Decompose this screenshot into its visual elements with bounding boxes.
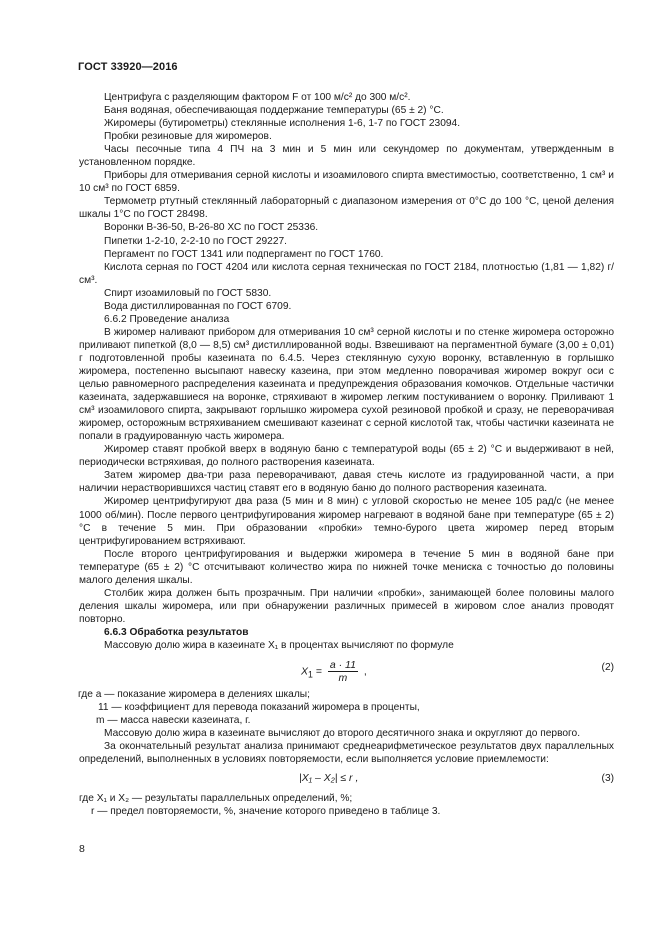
paragraph: В жиромер наливают прибором для отмеривания 10 см³ серной кислоты и по стенке жиромера осторожно приливают пипеткой (8,0 — 8,5) см³ дистиллированной воды. Взвешивают на пергаментной бумаге (3,00 ± 0,01) г подготовленной пробы казеината по 6.4.5. Через стеклянную сухую воронку, вставленную в горлышко жиромера, постепенно высыпают навеску казеина, при этом медленно поворачивая жиромер вокруг оси с целью равномерного распределения казеината и предупреждения образования комочков. Отдельные частички казеината, задержавшиеся на воронке, стряхивают в жиромер легким постукиванием о воронку. Приливают 1 см³ изоамилового спирта, закрывают горлышко жиромера сухой резиновой пробкой и сразу, не переворачивая жиромер, осторожным встряхиванием смешивают казеинат с серной кислотой так, чтобы частички казеината не попали в градуированную часть жиромера. bbox=[79, 326, 614, 443]
paragraph: Спирт изоамиловый по ГОСТ 5830. bbox=[104, 287, 272, 299]
paragraph: Столбик жира должен быть прозрачным. При наличии «пробки», занимающей более половины малого деления шкалы жиромера, или при обнаружении различных примесей в жировом слое анализ проводят повторно. bbox=[79, 587, 614, 625]
definition: 11 — коэффициент для перевода показаний жиромера в проценты, bbox=[98, 702, 420, 714]
paragraph: Баня водяная, обеспечивающая поддержание температуры (65 ± 2) °С. bbox=[104, 105, 444, 117]
paragraph: Пробки резиновые для жиромеров. bbox=[104, 131, 272, 143]
paragraph: Вода дистиллированная по ГОСТ 6709. bbox=[104, 300, 292, 312]
paragraph: Жиромеры (бутирометры) стеклянные исполнения 1-6, 1-7 по ГОСТ 23094. bbox=[104, 118, 461, 130]
paragraph: После второго центрифугирования и выдержки жиромера в течение 5 мин в водяной бане при температуре (65 ± 2) °С отсчитывают количество жира по нижней точке мениска с точностью до половины малого деления шкалы. bbox=[79, 548, 614, 586]
definition: где X₁ и X₂ — результаты параллельных определений, %; bbox=[79, 793, 353, 805]
paragraph: Жиромер центрифугируют два раза (5 мин и 8 мин) с угловой скоростью не менее 105 рад/с (не менее 1000 об/мин). После первого центрифугирования жиромер нагревают в водяной бане при температуре (65 ± 2) °С в течение 5 мин. При образовании «пробки» темно-бурого цвета жиромер перед вторым центрифугированием встряхивают. bbox=[79, 496, 614, 547]
formula-3 bbox=[79, 766, 614, 792]
fraction: $\frac{a \cdot 11}{m}$ bbox=[329, 659, 356, 685]
formula-expression: $X_1$ = $\frac{a \cdot 11}{m}$ , bbox=[301, 659, 367, 685]
definition: r — предел повторяемости, %, значение которого приведено в таблице 3. bbox=[91, 806, 441, 818]
section-title: 6.6.3 Обработка результатов bbox=[104, 626, 249, 638]
paragraph: Приборы для отмеривания серной кислоты и изоамилового спирта вместимостью, соответственно, 1 см³ и 10 см³ по ГОСТ 6859. bbox=[79, 170, 614, 195]
paragraph: Термометр ртутный стеклянный лабораторный с диапазоном измерения от 0°С до 100 °С, ценой деления шкалы 1°С по ГОСТ 28498. bbox=[79, 196, 614, 221]
definition: где a — показание жиромера в делениях шкалы; bbox=[78, 689, 310, 701]
paragraph: Массовую долю жира в казеинате вычисляют до второго десятичного знака и округляют до первого. bbox=[104, 728, 581, 740]
formula-number: (3) bbox=[601, 773, 614, 785]
formula-intro: Массовую долю жира в казеинате X₁ в процентах вычисляют по формуле bbox=[104, 639, 454, 651]
formula-number: (2) bbox=[601, 662, 614, 674]
paragraph: Центрифуга с разделяющим фактором F от 100 м/с² до 300 м/с². bbox=[104, 92, 411, 103]
page-number: 8 bbox=[79, 843, 85, 855]
paragraph: Часы песочные типа 4 ПЧ на 3 мин и 5 мин или секундомер по документам, утвержденным в установленном порядке. bbox=[79, 144, 614, 169]
paragraph: Воронки В-36-50, В-26-80 ХС по ГОСТ 25336. bbox=[104, 222, 319, 234]
formula-2 bbox=[79, 652, 614, 688]
paragraph: Пергамент по ГОСТ 1341 или подпергамент по ГОСТ 1760. bbox=[104, 248, 384, 260]
document-body bbox=[79, 91, 614, 818]
paragraph: Затем жиромер два-три раза переворачивают, давая стечь кислоте из градуированной части, а при наличии нерастворившихся частиц ставят его в водяную баню до полного растворения казеината. bbox=[79, 470, 614, 495]
paragraph: Пипетки 1-2-10, 2-2-10 по ГОСТ 29227. bbox=[104, 235, 288, 247]
definition: m — масса навески казеината, г. bbox=[96, 715, 251, 727]
paragraph: За окончательный результат анализа принимают среднеарифметическое результатов двух параллельных определений, выполненных в условиях повторяемости, если выполняется условие приемлемости: bbox=[79, 741, 614, 766]
paragraph: Жиромер ставят пробкой вверх в водяную баню с температурой воды (65 ± 2) °С и выдерживают в ней, периодически встряхивая, до полного растворения казеината. bbox=[79, 444, 614, 469]
formula-expression: |X₁ – X₂| ≤ r , bbox=[299, 772, 359, 785]
document-header: ГОСТ 33920—2016 bbox=[78, 61, 178, 73]
paragraph: Кислота серная по ГОСТ 4204 или кислота серная техническая по ГОСТ 2184, плотностью (1,81 — 1,82) г/см³. bbox=[79, 261, 614, 286]
subsection-title: 6.6.2 Проведение анализа bbox=[104, 313, 230, 325]
